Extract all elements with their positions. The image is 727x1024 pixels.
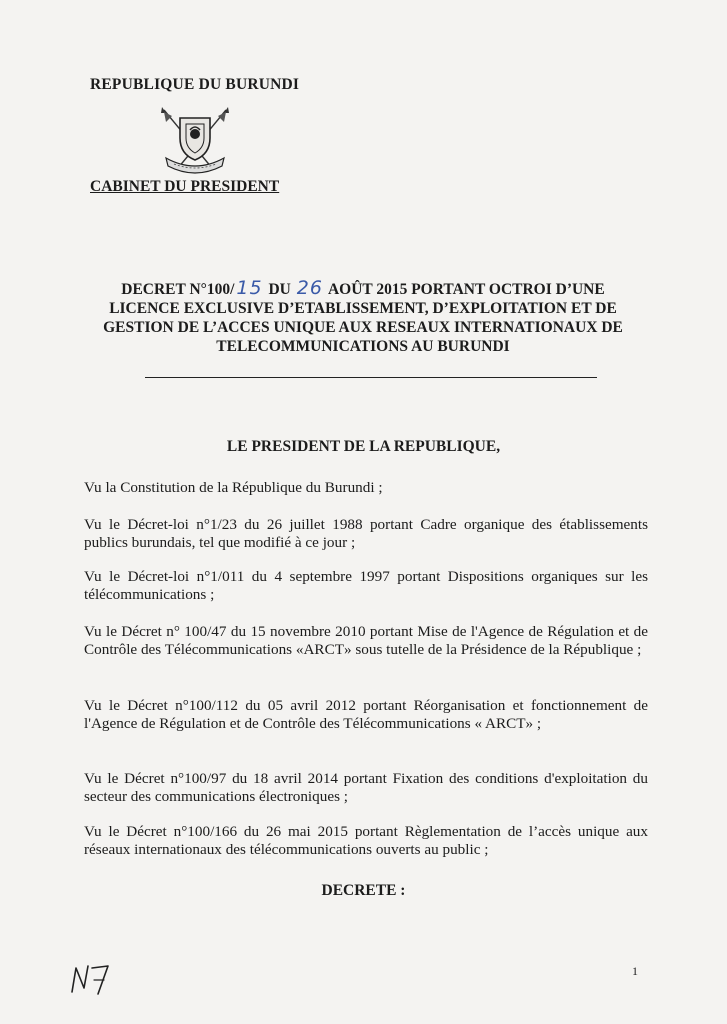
title-line-2: LICENCE EXCLUSIVE D’ETABLISSEMENT, D’EXPLOITATION ET DE (109, 300, 617, 317)
title-mid: DU (268, 281, 291, 298)
consideration-paragraph: Vu la Constitution de la République du Burundi ; (84, 479, 383, 496)
decree-title (60, 279, 666, 356)
title-line-3: GESTION DE L’ACCES UNIQUE AUX RESEAUX INTERNATIONAUX DE (103, 319, 623, 336)
consideration-paragraph: Vu le Décret n° 100/47 du 15 novembre 2010 portant Mise de l'Agence de Régulation et de Contrôle des Télécommunications «ARCT» sous tutelle de la Présidence de la République ; (84, 623, 648, 658)
consideration-paragraph: Vu le Décret n°100/112 du 05 avril 2012 portant Réorganisation et fonctionnement de l'Agence de Régulation et de Contrôle des Télécommunications « ARCT» ; (84, 697, 648, 732)
coat-of-arms-icon (150, 104, 240, 176)
title-prefix: DECRET N°100/ (121, 281, 235, 298)
handwritten-day: 26 (296, 277, 323, 299)
consideration-paragraph: Vu le Décret-loi n°1/23 du 26 juillet 1988 portant Cadre organique des établissements publics burundais, tel que modifié à ce jour ; (84, 516, 648, 551)
header-country: REPUBLIQUE DU BURUNDI (90, 76, 300, 93)
president-heading: LE PRESIDENT DE LA REPUBLIQUE, (226, 438, 501, 455)
page-number: 1 (632, 964, 638, 978)
consideration-paragraph: Vu le Décret n°100/166 du 26 mai 2015 portant Règlementation de l’accès unique aux réseaux internationaux des télécommunications ouverts au public ; (84, 823, 648, 858)
consideration-paragraph: Vu le Décret-loi n°1/011 du 4 septembre 1997 portant Dispositions organiques sur les télécommunications ; (84, 568, 648, 603)
title-line-4: TELECOMMUNICATIONS AU BURUNDI (216, 338, 510, 355)
handwritten-decree-number: 15 (236, 277, 263, 299)
decrete-heading: DECRETE : (321, 882, 406, 899)
header-office: CABINET DU PRESIDENT (90, 178, 280, 195)
title-divider (145, 377, 597, 378)
handwritten-initials-icon (68, 958, 112, 998)
consideration-paragraph: Vu le Décret n°100/97 du 18 avril 2014 portant Fixation des conditions d'exploitation du secteur des communications électroniques ; (84, 770, 648, 805)
title-line-1 (60, 279, 666, 299)
title-suffix: AOÛT 2015 PORTANT OCTROI D’UNE (327, 281, 605, 298)
